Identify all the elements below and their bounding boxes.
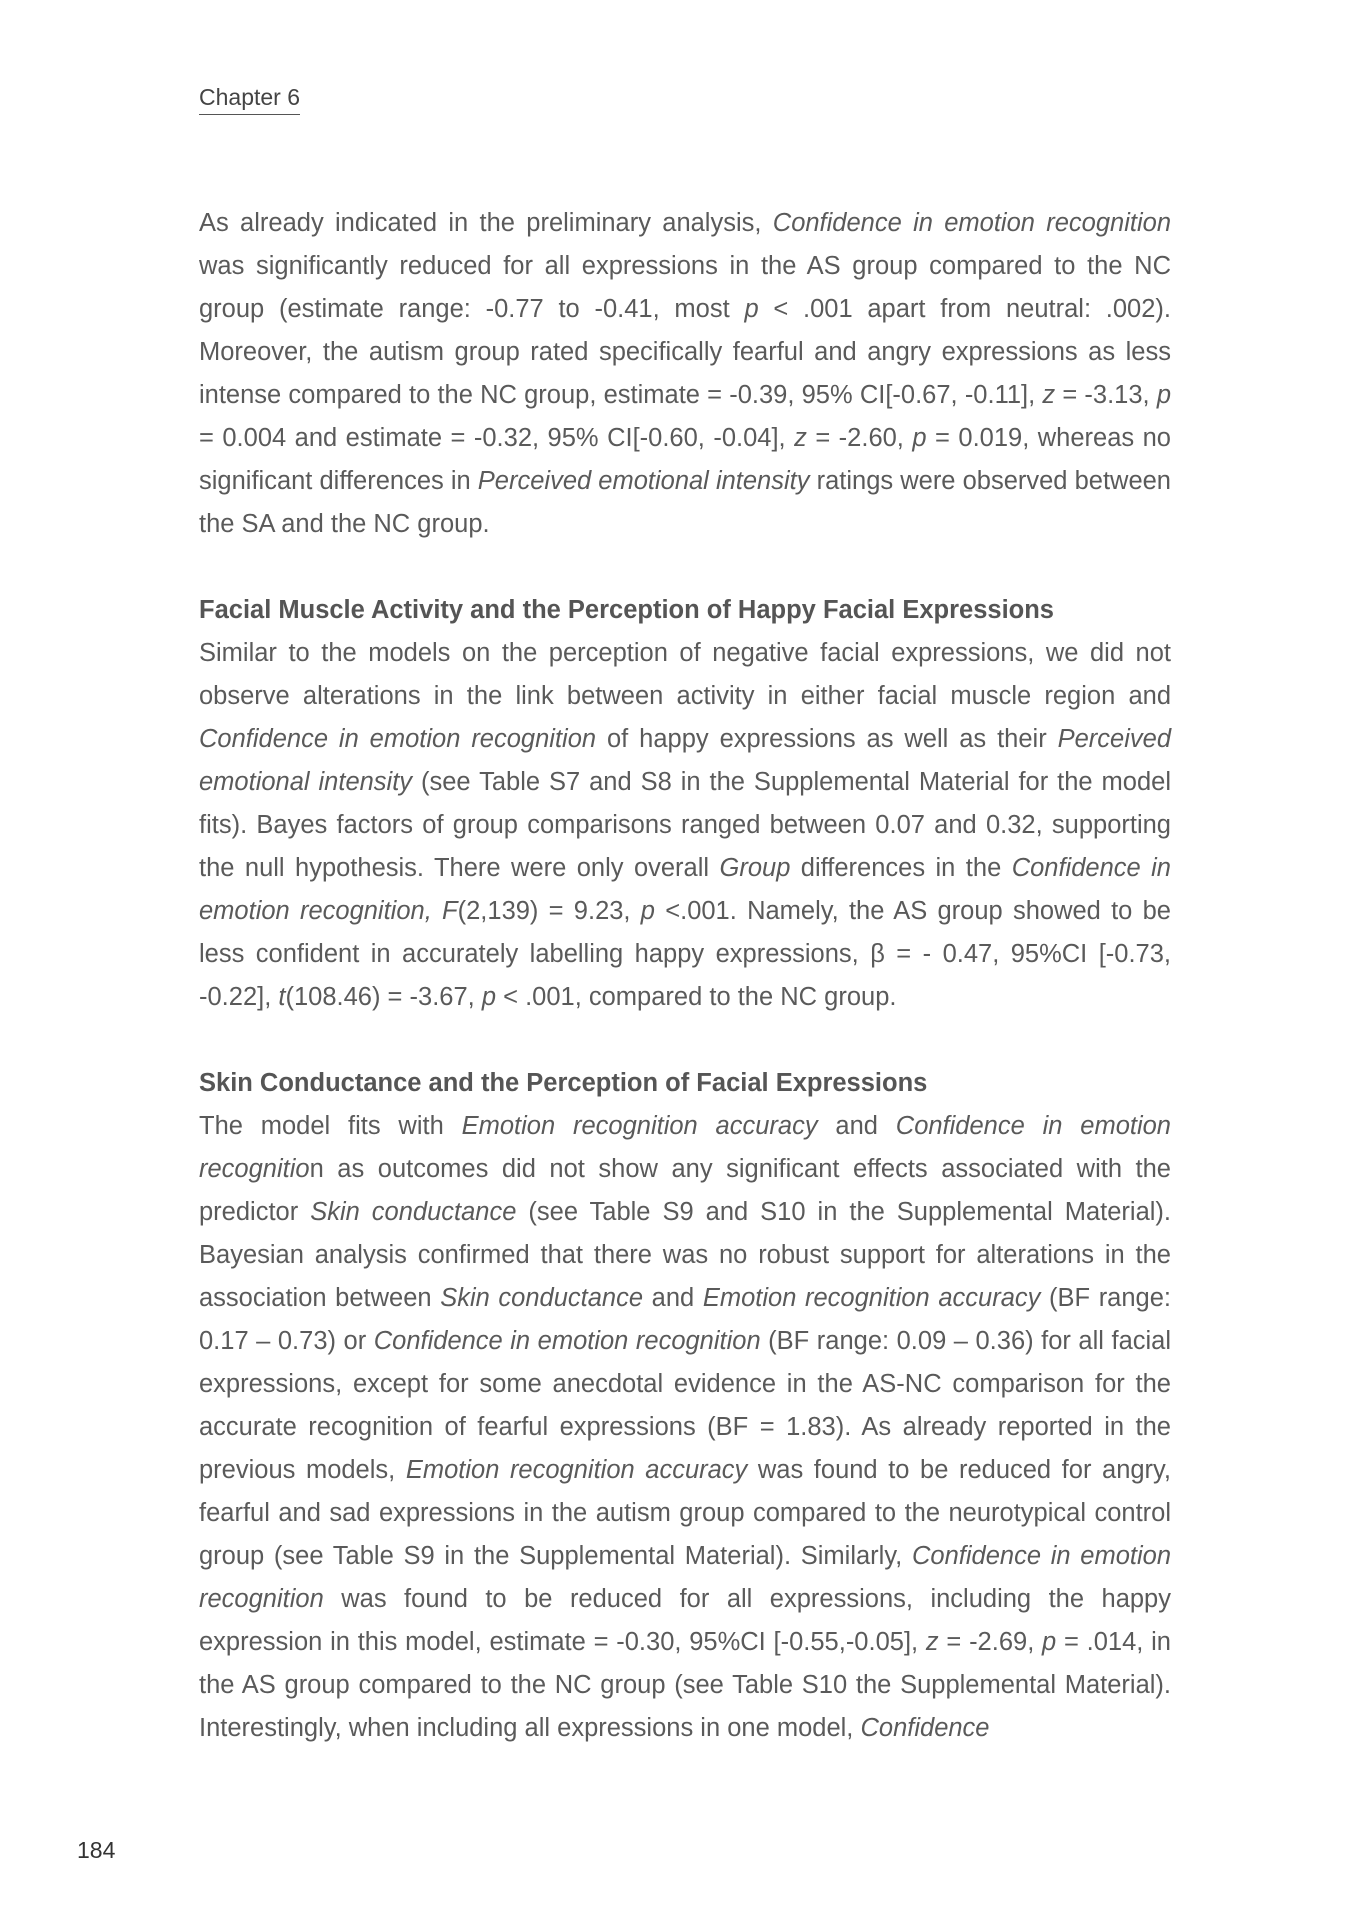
- text-run: (see Table S7 and S8 in the Supplemental Material for the model fits). Bayes factors of group comparisons ranged between 0.07 and 0.32, supporting the null hypothesis. There were only overall: [199, 768, 1171, 882]
- italic-run: Confidence in emotion recognitio: [199, 1112, 1171, 1183]
- text-run: and: [643, 1284, 703, 1312]
- italic-run: Confidence in emotion recognition: [199, 725, 597, 753]
- italic-run: z: [925, 1628, 939, 1656]
- italic-run: p: [1042, 1628, 1057, 1656]
- text-run: The model fits with: [199, 1112, 462, 1140]
- text-run: differences in the: [790, 854, 1012, 882]
- italic-run: t: [278, 983, 286, 1011]
- italic-run: Emotion recognition accuracy: [702, 1284, 1041, 1312]
- section-heading: Skin Conductance and the Perception of Facial Expressions: [199, 1069, 928, 1097]
- page-number: 184: [77, 1837, 116, 1863]
- italic-run: p: [481, 983, 497, 1011]
- text-run: and: [817, 1112, 896, 1140]
- italic-run: Skin conductance: [440, 1284, 644, 1312]
- text-run: Similar to the models on the perception of negative facial expressions, we did not observe alterations in the link between activity in either facial muscle region and: [199, 639, 1171, 710]
- text-run: <.001. Namely, the AS group showed to be less confident in accurately labelling happy expressions, β = - 0.47, 95%CI [-0.73, -0.22],: [199, 897, 1171, 1011]
- text-run: was found to be reduced for angry, fearful and sad expressions in the autism group compared to the neurotypical control group (see Table S9 in the Supplemental Material). Similarly,: [199, 1456, 1171, 1570]
- text-run: = 0.004 and estimate = -0.32, 95% CI[-0.60, -0.04],: [199, 424, 795, 452]
- paragraph: [199, 202, 1171, 546]
- italic-run: Perceived emotional intensity: [199, 725, 1172, 796]
- italic-run: Confidence in emotion recognition: [772, 209, 1172, 237]
- italic-run: p: [912, 424, 927, 452]
- text-run: was found to be reduced for all expressions, including the happy expression in this model, estimate = -0.30, 95%CI [-0.55,-0.05],: [199, 1585, 1171, 1656]
- section-heading: Facial Muscle Activity and the Perception of Happy Facial Expressions: [199, 596, 1054, 624]
- italic-run: z: [1042, 381, 1056, 409]
- text-run: = -2.69,: [938, 1628, 1043, 1656]
- text-run: < .001, compared to the NC group.: [496, 983, 897, 1011]
- text-run: was significantly reduced for all expressions in the AS group compared to the NC group (estimate range: -0.77 to -0.41, most: [199, 252, 1171, 323]
- italic-run: Confidence in emotion recognition: [373, 1327, 761, 1355]
- text-run: (BF range: 0.17 – 0.73) or: [199, 1284, 1171, 1355]
- paragraph: [199, 632, 1171, 1019]
- italic-run: Confidence in emotion recognition, F: [199, 854, 1171, 925]
- italic-run: Confidence: [860, 1714, 990, 1742]
- body-text: [199, 202, 1171, 1750]
- italic-run: Emotion recognition accuracy: [461, 1112, 818, 1140]
- text-run: (BF range: 0.09 – 0.36) for all facial expressions, except for some anecdotal evidence in the AS-NC comparison for the accurate recognition of fearful expressions (BF = 1.83). As already reported in the previous models,: [199, 1327, 1172, 1484]
- text-run: (108.46) = -3.67,: [285, 983, 482, 1011]
- text-run: < .001 apart from neutral: .002). Moreover, the autism group rated specifically fearful and angry expressions as less intense compared to the NC group, estimate = -0.39, 95% CI[-0.67, -0.11],: [199, 295, 1171, 409]
- text-run: = 0.019, whereas no significant differences in: [199, 424, 1171, 495]
- italic-run: Perceived emotional intensity: [477, 467, 810, 495]
- italic-run: Emotion recognition accuracy: [405, 1456, 748, 1484]
- text-run: of happy expressions as well as their: [596, 725, 1058, 753]
- italic-run: p: [640, 897, 655, 925]
- italic-run: Group: [719, 854, 791, 882]
- italic-run: z: [794, 424, 807, 452]
- text-run: (2,139) = 9.23,: [457, 897, 641, 925]
- text-run: ratings were observed between the SA and the NC group.: [199, 467, 1171, 538]
- text-run: = -3.13,: [1055, 381, 1157, 409]
- text-run: = .014, in the AS group compared to the NC group (see Table S10 the Supplemental Material). Interestingly, when including all expressions in one model,: [199, 1628, 1171, 1742]
- italic-run: Skin conductance: [310, 1198, 517, 1226]
- paragraph: [199, 1105, 1171, 1750]
- text-run: = -2.60,: [806, 424, 913, 452]
- text-run: (see Table S9 and S10 in the Supplemental Material). Bayesian analysis confirmed that there was no robust support for alterations in the association between: [199, 1198, 1171, 1312]
- text-run: As already indicated in the preliminary analysis,: [199, 209, 773, 237]
- italic-run: p: [1156, 381, 1171, 409]
- italic-run: p: [744, 295, 759, 323]
- text-run: n as outcomes did not show any significant effects associated with the predictor: [199, 1155, 1171, 1226]
- italic-run: Confidence in emotion recognition: [199, 1542, 1172, 1613]
- running-head: Chapter 6: [199, 84, 300, 115]
